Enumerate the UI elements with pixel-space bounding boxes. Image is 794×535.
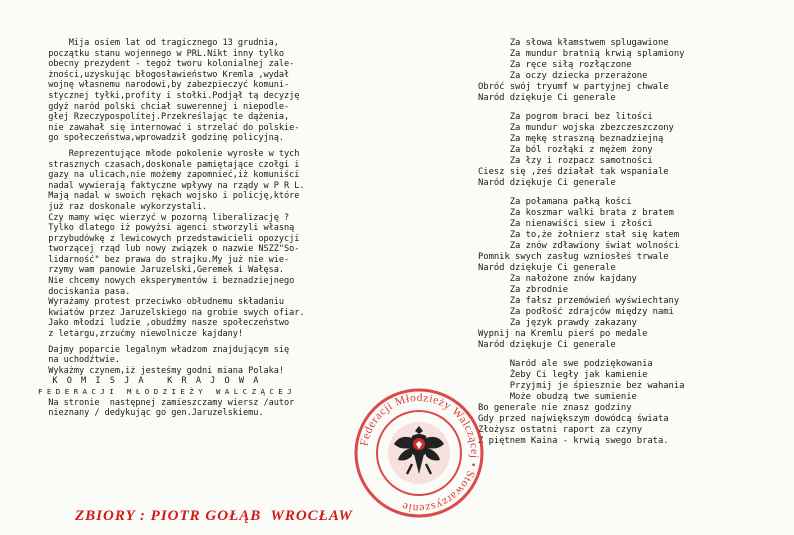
text-line: nieznany / dedykując go gen.Jaruzelskiemu. <box>38 408 264 419</box>
text-line: Na stronie następnej zamieszczamy wiersz /autor <box>38 397 295 408</box>
text-line: gazy na ulicach,nie możemy zapomnieć,iż komuniści <box>38 170 300 181</box>
poem-line: Za mękę straszną beznadziejną <box>478 134 664 144</box>
text-line: Mają nadal w swoich rękach wojsko i policję,które <box>38 191 300 202</box>
stanza-gap <box>478 351 788 359</box>
text-line: wojnę własnemu narodowi,by zabezpieczyć komuni- <box>38 80 290 91</box>
poem-line: Przyjmij je śpiesznie bez wahania <box>478 381 685 391</box>
poem-line: Za mundur bratnią krwią splamiony <box>478 49 685 59</box>
text-line: kwiatów przez Jaruzelskiego na grobie swych ofiar. <box>38 307 305 318</box>
stanza-gap <box>478 189 788 197</box>
footer-note <box>38 398 383 419</box>
poem-line: Naród dziękuje Ci generale <box>478 340 616 350</box>
poem-stanza <box>478 112 788 189</box>
text-line: nie zawahał się internować i strzelać do polskie- <box>38 122 300 133</box>
text-line: lidarność" bez prawa do strajku.My już nie wie- <box>38 254 290 265</box>
text-line: dociskania pasa. <box>38 286 131 297</box>
poem-line: Gdy przed największym dowódcą świata <box>478 414 669 424</box>
poem-line: Za mundur wojska zbezczeszczony <box>478 123 674 133</box>
poem-line: Naród dziękuje Ci generale <box>478 263 616 273</box>
poem-line: Bo generale nie znasz godziny <box>478 403 632 413</box>
poem-line: Za pogrom braci bez litości <box>478 112 653 122</box>
text-line: strasznych czasach,doskonale pamiętające czołgi i <box>38 159 300 170</box>
poem-line: Za zbrodnie <box>478 285 568 295</box>
organization-stamp <box>352 386 486 520</box>
poem-line: Za ból rozłąki z mężem żony <box>478 145 653 155</box>
poem-line: Za to,że żołnierz stał się katem <box>478 230 680 240</box>
collection-credit: ZBIORY : PIOTR GOŁĄB WROCŁAW <box>75 508 353 524</box>
poem-line: Za połamana pałką kości <box>478 197 632 207</box>
text-line: początku stanu wojennego w PRL.Nikt inny tylko <box>38 48 284 59</box>
poem-line: Za język prawdy zakazany <box>478 318 637 328</box>
text-line: Dajmy poparcie legalnym władzom znajdującym się <box>38 344 290 355</box>
text-line: rzymy wam panowie Jaruzelski,Geremek i Wałęsa. <box>38 265 284 276</box>
text-line: Czy mamy więc wierzyć w pozorną liberalizację ? <box>38 212 290 223</box>
poem-line: Złożysz ostatni raport za czyny <box>478 425 643 435</box>
poem-line: Za ręce siłą rozłączone <box>478 60 632 70</box>
eagle-emblem-icon <box>388 422 450 484</box>
poem-line: Może obudzą twe sumienie <box>478 392 637 402</box>
poem-line: Za słowa kłamstwem splugawione <box>478 38 669 48</box>
stanza-gap <box>478 104 788 112</box>
poem-line: Naród ale swe podziękowania <box>478 359 653 369</box>
text-line: Jako młodzi ludzie ,obudźmy nasze społeczeństwo <box>38 318 290 329</box>
text-line: głej Rzeczypospolitej.Przekreślając te dążenia, <box>38 112 290 123</box>
poem-line: Za nałożone znów kajdany <box>478 274 637 284</box>
poem-line: Obróć swój tryumf w partyjnej chwale <box>478 82 669 92</box>
poem-line: Naród dziękuje Ci generale <box>478 93 616 103</box>
text-line: nadal wywierają faktyczne wpływy na rządy w P R L. <box>38 180 305 191</box>
poem-line: Z piętnem Kaina - krwią swego brata. <box>478 436 669 446</box>
text-line: żności,uzyskując błogosławieństwo Kremla ,wydał <box>38 69 290 80</box>
stamp-text: Federacji Młodzieży Walczącej • Stowarzyszenie <box>358 391 481 515</box>
poem-line: Za podłość zdrajców między nami <box>478 307 674 317</box>
text-line: już raz doskonale wykorzystali. <box>38 201 208 212</box>
text-line: Reprezentujące młode pokolenie wyrosłe w tych <box>38 148 300 159</box>
text-line: Wyrażamy protest przeciwko obłudnemu składaniu <box>38 297 284 308</box>
poem-stanza <box>478 359 788 447</box>
poem-line: Żeby Ci legły jak kamienie <box>478 370 648 380</box>
text-line: stycznej tyłki,profity i stołki.Podjął tą decyzję <box>38 90 300 101</box>
right-column <box>478 38 788 447</box>
manifesto-text <box>38 38 383 376</box>
text-line: z letargu,zrzućmy niewolnicze kajdany! <box>38 329 243 340</box>
left-column <box>38 38 383 419</box>
poem-text <box>478 38 788 447</box>
text-line: obecny prezydent - tegoż tworu kolonialnej zale- <box>38 59 295 70</box>
text-line: tworzącej rząd lub nowy związek o nazwie NSZZ"So- <box>38 244 300 255</box>
text-line: przybudówkę z lewicowych przedstawicieli opozycji <box>38 233 300 244</box>
poem-stanza <box>478 38 788 104</box>
text-line: gdyż naród polski chciał suwerennej i niepodle- <box>38 101 290 112</box>
text-line: Nie chcemy nowych eksperymentów i beznadziejnego <box>38 276 295 287</box>
poem-line: Za znów zdławiony świat wolności <box>478 241 680 251</box>
text-line: Tylko dlatego iż powyżsi agenci stworzyli własną <box>38 223 295 234</box>
poem-line: Za fałsz przemówień wyświechtany <box>478 296 680 306</box>
text-line: Wykażmy czynem,iż jesteśmy godni miana Polaka! <box>38 365 284 376</box>
poem-line: Za łzy i rozpacz samotności <box>478 156 653 166</box>
text-line: Mija osiem lat od tragicznego 13 grudnia, <box>38 38 279 48</box>
poem-line: Za nienawiści siew i złości <box>478 219 653 229</box>
text-line: go społeczeństwa,wprowadził godzinę policyjną. <box>38 133 284 144</box>
poem-line: Za oczy dziecka przerażone <box>478 71 648 81</box>
poem-stanza <box>478 197 788 351</box>
text-line: na uchodźtwie. <box>38 355 120 366</box>
commission-title: K O M I S J A K R A J O W A <box>38 376 261 387</box>
poem-line: Naród dziękuje Ci generale <box>478 178 616 188</box>
poem-line: Ciesz się ,żeś działał tak wspaniale <box>478 167 669 177</box>
poem-line: Pomnik swych zasług wzniosłeś trwale <box>478 252 669 262</box>
poem-line: Wypnij na Kremlu pierś po medale <box>478 329 648 339</box>
poem-line: Za koszmar walki brata z bratem <box>478 208 674 218</box>
federation-title: F E D E R A C J I M Ł O D Z I E Ż Y W A L C Z Ą C E J <box>38 387 292 396</box>
